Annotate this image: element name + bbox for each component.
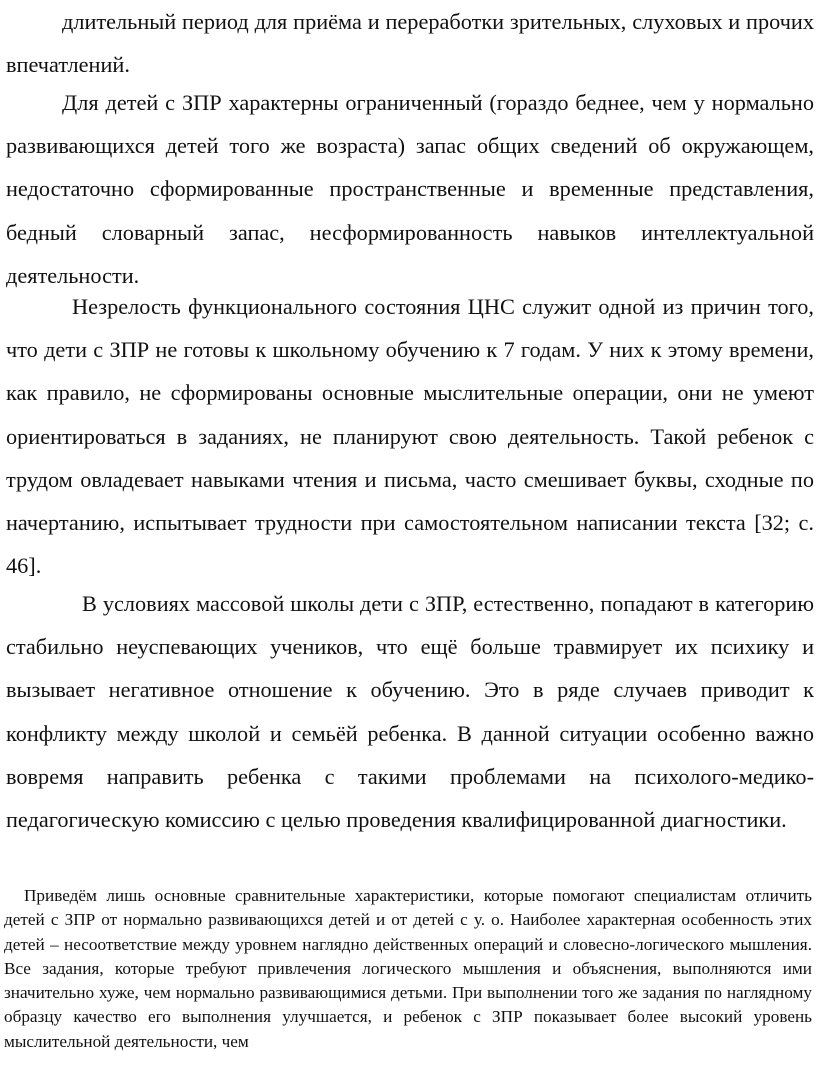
paragraph-mass-school: В условиях массовой школы дети с ЗПР, естественно, попадают в категорию стабильно неуспевающих учеников, что ещё больше травмирует их психику и вызывает негативное отношение к обучению. Это в ряде случаев приводит к конфликту между школой и семьёй ребенка. В данной ситуации особенно важно вовремя направить ребенка с такими проблемами на психолого-медико-педагогическую комиссию с целью проведения квалифицированной диагностики. [6,591,814,833]
paragraph-cns-immaturity: Незрелость функционального состояния ЦНС служит одной из причин того, что дети с ЗПР не готовы к школьному обучению к 7 годам. У них к этому времени, как правило, не сформированы основные мыслительные операции, они не умеют ориентироваться в заданиях, не планируют свою деятельность. Такой ребенок с трудом овладевает навыками чтения и письма, часто смешивает буквы, сходные по начертанию, испытывает трудности при самостоятельном написании текста [32; с. 46]. [6,294,814,579]
paragraph-continuation: длительный период для приёма и переработки зрительных, слуховых и прочих впечатлений. [6,9,814,78]
paragraph-characteristics: Для детей с ЗПР характерны ограниченный (гораздо беднее, чем у нормально развивающихся детей того же возраста) запас общих сведений об окружающем, недостаточно сформированные пространственные и временные представления, бедный словарный запас, несформированность навыков интеллектуальной деятельности. [6,90,814,288]
paragraph-comparison: Приведём лишь основные сравнительные характеристики, которые помогают специалистам отличить детей с ЗПР от нормально развивающихся детей и от детей с у. о. Наиболее характерная особенность этих детей – несоответствие между уровнем наглядно действенных операций и словесно-логического мышления. Все задания, которые требуют привлечения логического мышления и объяснения, выполняются ими значительно хуже, чем нормально развивающимися детьми. При выполнении того же задания по наглядному образцу качество его выполнения улучшается, и ребенок с ЗПР показывает более высокий уровень мыслительной деятельности, чем [4,886,812,1051]
